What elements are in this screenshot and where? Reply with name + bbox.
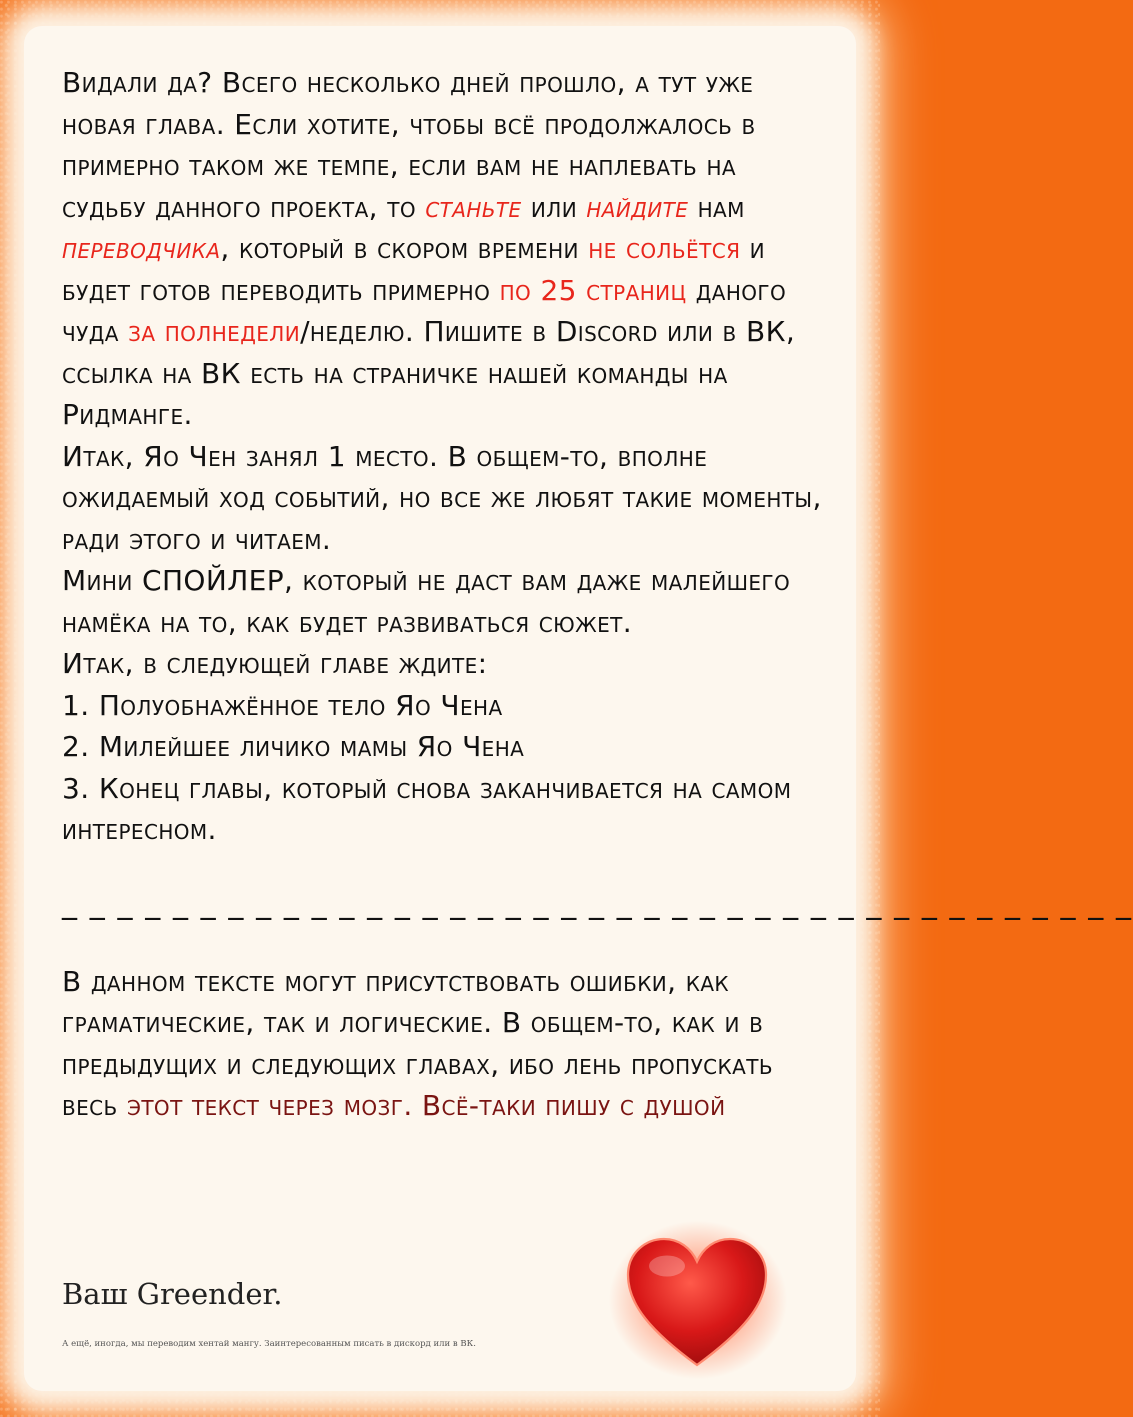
text-segment: даного чуда [62,273,787,348]
list-item: 3. Конец главы, который снова заканчивается на самом интересном. [62,771,792,846]
text-segment: нам [688,190,745,224]
highlight-half-week: за полнедели [128,315,301,348]
list-item: 2. Милейшее личико мамы Яо Чена [62,730,525,763]
highlight-25-pages: по 25 страниц [499,273,687,307]
signature: Ваш Greender. [62,1277,283,1311]
text-segment: /неделю. Пишите в Discord или в ВК, ссылка на ВК есть на страничке нашей команды на Ридманге. [62,315,796,431]
highlight-translator: переводчика [62,232,221,265]
highlight-soul: этот текст через мозг. Всё-таки пишу с душой [126,1089,726,1122]
highlight-find: найдите [586,190,689,224]
paragraph-recruitment [62,62,827,436]
text-segment: В данном тексте могут присутствовать ошибки, как граматические, так и логические. В общем-то, как и в предыдущих и следующих главах, ибо лень пропускать весь [62,964,773,1122]
text-content [62,62,1133,1127]
paragraph-spoiler: Мини СПОЙЛЕР, который не даст вам даже малейшего намёка на то, как будет развиваться сюжет. [62,564,791,639]
paragraph-first-place: Итак, Яо Чен занял 1 место. В общем-то, вполне ожидаемый ход событий, но все же любят такие моменты, ради этого и читаем. [62,439,822,556]
heart-icon [622,1232,772,1372]
divider: _ _ _ _ _ _ _ _ _ _ _ _ _ _ _ _ _ _ _ _ _ _ _ _ _ _ _ _ _ _ _ _ _ _ _ _ _ _ _ [62,885,1133,921]
text-segment: и будет готов переводить примерно [62,232,766,307]
highlight-become: станьте [425,190,522,224]
text-segment: или [521,190,587,224]
footnote: А ещё, иногда, мы переводим хентай мангу. Заинтересованным писать в дискорд или в ВК. [62,1339,476,1349]
highlight-wont-quit: не сольётся [588,232,741,265]
paragraph-disclaimer [62,961,827,1127]
paragraph-expect: Итак, в следующей главе ждите: [62,647,488,680]
text-segment: Видали да? Всего несколько дней прошло, а тут уже новая глава. Если хотите, чтобы всё продолжалось в примерно таком же темпе, если вам не наплевать на судьбу данного проекта, то [62,66,756,224]
list-item: 1. Полуобнажённое тело Яо Чена [62,688,503,722]
text-segment: , который в скором времени [220,232,589,265]
